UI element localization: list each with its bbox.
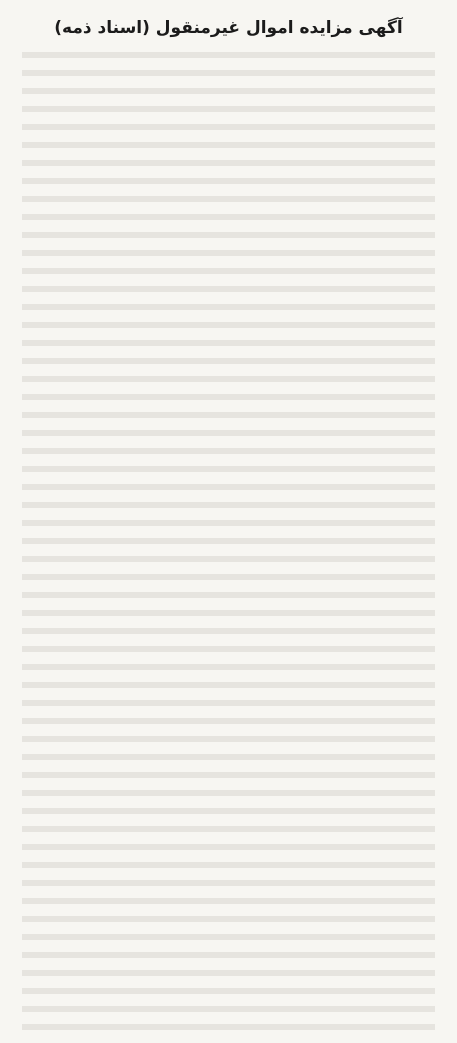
notice-body-text-unreadable — [22, 52, 435, 1042]
notice-title: آگهی مزایده اموال غیرمنقول (اسناد ذمه) — [54, 18, 403, 38]
